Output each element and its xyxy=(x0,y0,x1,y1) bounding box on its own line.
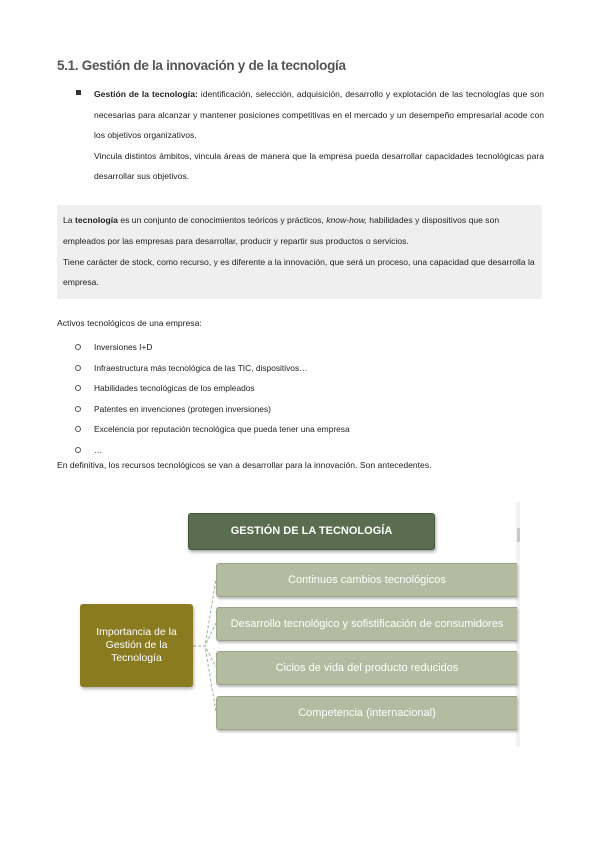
box-term: tecnología xyxy=(74,215,118,225)
diagram-item-node: Ciclos de vida del producto reducidos xyxy=(216,651,517,685)
box-italic: know-how, xyxy=(326,215,367,225)
connector-line xyxy=(193,623,216,646)
conclusion-text: En definitiva, los recursos tecnológicos se van a desarrollar para la innovación. Son antecedentes. xyxy=(57,460,432,470)
assets-title: Activos tecnológicos de una empresa: xyxy=(57,318,202,328)
diagram-item-node: Continuos cambios tecnológicos xyxy=(216,563,517,597)
box-prefix: La xyxy=(63,215,75,225)
box-paragraph-2: Tiene carácter de stock, como recurso, y es diferente a la innovación, que será un proceso, una capacidad que desarrolla la empresa. xyxy=(63,256,535,288)
list-item: … xyxy=(74,440,350,461)
connector-line xyxy=(193,646,216,667)
list-item: Excelencia por reputación tecnológica que pueda tener una empresa xyxy=(74,419,350,440)
diagram-title: GESTIÓN DE LA TECNOLOGÍA xyxy=(188,513,435,550)
list-item: Habilidades tecnológicas de los empleados xyxy=(74,378,350,399)
list-item: Inversiones I+D xyxy=(74,337,350,358)
box-rest: habilidades y dispositivos que son empleados por las empresas para desarrollar, producir y repartir sus productos o servicios. xyxy=(63,215,500,246)
box-mid: es un conjunto de conocimientos teóricos y prácticos, xyxy=(117,215,327,225)
diagram-item-node: Desarrollo tecnológico y sofistificación de consumidores xyxy=(216,607,517,641)
diagram-item-node: Competencia (internacional) xyxy=(216,696,517,730)
definition-text-2: Vincula distintos ámbitos, vincula áreas de manera que la empresa pueda desarrollar capacidades tecnológicas para desarrollar sus objetivos. xyxy=(94,150,544,181)
list-item: Infraestructura más tecnológica de las TIC, dispositivos… xyxy=(74,358,350,379)
connector-line xyxy=(193,579,216,646)
section-title: 5.1. Gestión de la innovación y de la tecnología xyxy=(57,58,346,73)
connector-line xyxy=(193,646,216,712)
definition-term: Gestión de la tecnología: xyxy=(94,89,198,99)
diagram-root-node: Importancia de la Gestión de la Tecnología xyxy=(80,604,193,687)
diagram-scroll-thumb[interactable] xyxy=(517,528,520,542)
list-item: Patentes en invenciones (protegen inversiones) xyxy=(74,399,350,420)
definition-text: identificación, selección, adquisición, desarrollo y explotación de las tecnologías que son necesarias para alcanzar y mantener posiciones competitivas en el mercado y un desempeño empresarial acode con los objetivos organizativos. xyxy=(94,89,545,140)
